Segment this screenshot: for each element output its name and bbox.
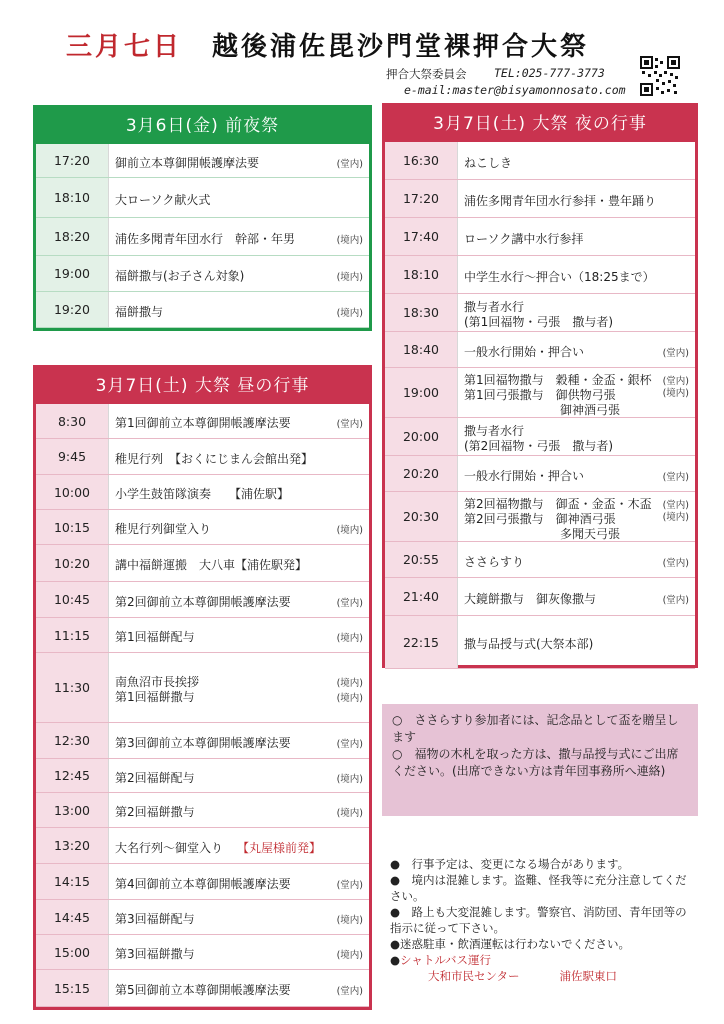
- event-text: 御神酒弓張: [464, 402, 621, 417]
- event-location: (堂内): [336, 597, 363, 609]
- schedule-time: 20:30: [385, 492, 457, 541]
- schedule-time: 18:40: [385, 332, 457, 367]
- event-text: 一般水行開始・押合い: [464, 344, 585, 359]
- event-departure-note: 【丸屋様前発】: [237, 840, 322, 855]
- event-location: (境内): [336, 678, 363, 689]
- event-location: (境内): [662, 387, 689, 399]
- schedule-time: 17:20: [36, 144, 108, 177]
- schedule-time: 9:45: [36, 439, 108, 474]
- schedule-row: [385, 180, 695, 218]
- schedule-row: [385, 456, 695, 492]
- day-schedule-rows: [36, 404, 369, 1007]
- schedule-event: [108, 404, 369, 438]
- event-text: 第2回福餅配与: [115, 770, 195, 785]
- schedule-event: [108, 475, 369, 509]
- schedule-time: 15:00: [36, 935, 108, 969]
- event-text: 大名行列〜御堂入り 【丸屋様前発】: [115, 840, 322, 855]
- event-location: (境内): [662, 511, 689, 523]
- event-location: (堂内): [336, 419, 363, 430]
- committee-name: 押合大祭委員会: [386, 67, 467, 81]
- caution-note: ● 境内は混雑します。盗難、怪我等に充分注意してください。: [390, 873, 687, 903]
- schedule-time: 12:30: [36, 723, 108, 758]
- email-address[interactable]: e-mail:master@bisyamonnosato.com: [404, 83, 626, 97]
- event-text: 第1回福物撒与 穀種・金盃・銀杯: [464, 372, 652, 387]
- eve-schedule-rows: [36, 144, 369, 328]
- schedule-row: [36, 970, 369, 1007]
- schedule-time: 20:00: [385, 418, 457, 455]
- schedule-event: [108, 723, 369, 758]
- schedule-time: 22:15: [385, 616, 457, 668]
- night-schedule-rows: [385, 142, 695, 669]
- schedule-row: [385, 492, 695, 542]
- event-location: (境内): [336, 525, 363, 536]
- event-text: 大鏡餅撒与 御灰像撒与: [464, 591, 597, 606]
- schedule-event: [108, 439, 369, 474]
- night-schedule-panel: [382, 103, 698, 668]
- schedule-event: [457, 456, 695, 491]
- event-location: (堂内): [336, 158, 363, 170]
- festival-date: 三月七日: [66, 32, 183, 62]
- schedule-event: [108, 828, 369, 863]
- schedule-row: [36, 618, 369, 653]
- schedule-time: 18:10: [36, 178, 108, 217]
- event-location: (堂内): [662, 347, 689, 359]
- event-location: (堂内): [662, 499, 689, 511]
- event-text: 浦佐多聞青年団水行 幹部・年男: [115, 231, 296, 246]
- schedule-event: [457, 578, 695, 615]
- schedule-event: [108, 900, 369, 934]
- event-location: (堂内): [336, 986, 363, 997]
- schedule-event: [457, 218, 695, 255]
- event-text: 稚児行列御堂入り: [115, 522, 212, 536]
- event-text: 撒与者水行: [464, 300, 525, 314]
- caution-notes: [390, 856, 690, 984]
- schedule-row: [385, 218, 695, 256]
- night-schedule-title: 3月7日(土) 大祭 夜の行事: [385, 106, 695, 142]
- shuttle-stop: 浦佐駅東口: [559, 969, 618, 983]
- qr-code-icon[interactable]: [640, 56, 680, 96]
- schedule-event: [108, 653, 369, 722]
- event-location: (境内): [336, 808, 363, 819]
- schedule-row: [385, 294, 695, 332]
- event-location: (堂内): [662, 594, 689, 606]
- schedule-row: [385, 332, 695, 368]
- event-location: (堂内): [336, 738, 363, 750]
- schedule-time: 18:30: [385, 294, 457, 331]
- schedule-row: [385, 256, 695, 294]
- event-location: (境内): [336, 950, 363, 961]
- schedule-row: [385, 542, 695, 578]
- notice-box: [382, 704, 698, 816]
- schedule-time: 10:00: [36, 475, 108, 509]
- event-text: 第4回御前立本尊御開帳護摩法要: [115, 876, 291, 891]
- schedule-row: [385, 578, 695, 616]
- event-text: 福餅撒与: [115, 304, 164, 319]
- schedule-event: [108, 864, 369, 899]
- caution-note: ●迷惑駐車・飲酒運転は行わないでください。: [390, 937, 631, 951]
- shuttle-bus-stops: [390, 968, 690, 984]
- schedule-row: [36, 144, 369, 178]
- event-text: 第1回福餅撒与: [115, 690, 195, 704]
- event-location: (堂内): [336, 879, 363, 891]
- event-text: 第1回福餅配与: [115, 630, 195, 644]
- schedule-time: 8:30: [36, 404, 108, 438]
- event-location: (堂内): [662, 471, 689, 483]
- schedule-event: [457, 294, 695, 331]
- event-text: 第1回弓張撒与 御供物弓張: [464, 387, 616, 402]
- shuttle-bus-label: シャトルバス運行: [400, 953, 492, 967]
- schedule-event: [108, 793, 369, 827]
- schedule-event: [457, 332, 695, 367]
- event-text: 浦佐多聞青年団水行参拝・豊年踊り: [464, 193, 657, 208]
- event-text: ねこしき: [464, 155, 513, 170]
- schedule-row: [36, 723, 369, 759]
- schedule-time: 10:15: [36, 510, 108, 544]
- schedule-row: [36, 759, 369, 793]
- event-text: (第1回福物・弓張 撒与者): [464, 315, 613, 329]
- schedule-row: [385, 616, 695, 669]
- schedule-time: 14:45: [36, 900, 108, 934]
- schedule-row: [36, 653, 369, 723]
- schedule-time: 10:45: [36, 582, 108, 617]
- schedule-row: [36, 510, 369, 545]
- schedule-time: 11:15: [36, 618, 108, 652]
- schedule-row: [36, 404, 369, 439]
- event-location: (境内): [336, 915, 363, 926]
- schedule-event: [457, 542, 695, 577]
- schedule-time: 19:00: [385, 368, 457, 417]
- schedule-time: 21:40: [385, 578, 457, 615]
- schedule-row: [36, 582, 369, 618]
- event-text: 中学生水行〜押合い（18:25まで）: [464, 269, 655, 284]
- schedule-time: 18:20: [36, 218, 108, 255]
- day-schedule-panel: [33, 365, 372, 1010]
- event-text: 第3回御前立本尊御開帳護摩法要: [115, 735, 291, 750]
- caution-note: ● 路上も大変混雑します。警察官、消防団、青年団等の指示に従って下さい。: [390, 905, 687, 935]
- event-location: (境内): [336, 773, 363, 785]
- schedule-event: [108, 256, 369, 291]
- schedule-event: [457, 142, 695, 179]
- event-text: ローソク講中水行参拝: [464, 231, 584, 246]
- event-text: 第3回福餅撒与: [115, 947, 195, 961]
- event-text: 福餅撒与(お子さん対象): [115, 268, 245, 283]
- schedule-event: [457, 616, 695, 668]
- event-text: 第2回御前立本尊御開帳護摩法要: [115, 594, 291, 609]
- schedule-event: [108, 218, 369, 255]
- schedule-row: [36, 900, 369, 935]
- phone-number[interactable]: TEL:025-777-3773: [494, 66, 605, 80]
- schedule-time: 20:20: [385, 456, 457, 491]
- schedule-event: [457, 368, 695, 417]
- schedule-row: [36, 864, 369, 900]
- eve-schedule-panel: [33, 105, 372, 331]
- schedule-event: [108, 582, 369, 617]
- event-text: 第2回福物撒与 御盃・金盃・木盃: [464, 496, 652, 511]
- event-location: (境内): [336, 307, 363, 319]
- schedule-event: [108, 935, 369, 969]
- schedule-time: 18:10: [385, 256, 457, 293]
- schedule-time: 13:20: [36, 828, 108, 863]
- eve-schedule-title: 3月6日(金) 前夜祭: [36, 108, 369, 144]
- day-schedule-title: 3月7日(土) 大祭 昼の行事: [36, 368, 369, 404]
- schedule-time: 15:15: [36, 970, 108, 1006]
- schedule-time: 13:00: [36, 793, 108, 827]
- event-text: 南魚沼市長挨拶: [115, 675, 200, 689]
- event-location: (境内): [336, 633, 363, 644]
- schedule-time: 12:45: [36, 759, 108, 792]
- schedule-row: [36, 475, 369, 510]
- shuttle-bus-line: ●シャトルバス運行: [390, 953, 492, 967]
- schedule-time: 19:20: [36, 292, 108, 327]
- schedule-row: [36, 439, 369, 475]
- schedule-time: 10:20: [36, 545, 108, 581]
- schedule-event: [108, 510, 369, 544]
- schedule-time: 17:20: [385, 180, 457, 217]
- schedule-event: [457, 256, 695, 293]
- notice-item: ○ 福物の木札を取った方は、撒与品授与式にご出席ください。(出席できない方は青年団事務所へ連絡): [392, 747, 679, 778]
- schedule-time: 19:00: [36, 256, 108, 291]
- caution-note: ● 行事予定は、変更になる場合があります。: [390, 857, 630, 871]
- event-text: ささらすり: [464, 554, 525, 569]
- event-location: (堂内): [662, 557, 689, 569]
- schedule-event: [108, 178, 369, 217]
- schedule-time: 11:30: [36, 653, 108, 722]
- shuttle-stop: 大和市民センター: [428, 969, 520, 983]
- schedule-row: [36, 218, 369, 256]
- schedule-event: [108, 144, 369, 177]
- event-text: 稚児行列 【おくにじまん会館出発】: [115, 451, 314, 466]
- event-text: 第1回御前立本尊御開帳護摩法要: [115, 416, 291, 430]
- event-text: 第2回福餅撒与: [115, 805, 195, 819]
- event-text: 御前立本尊御開帳護摩法要: [115, 155, 260, 170]
- event-text: 大ローソク献火式: [115, 192, 211, 207]
- event-location: (境内): [336, 271, 363, 283]
- event-text: (第2回福物・弓張 撒与者): [464, 439, 613, 453]
- schedule-event: [457, 418, 695, 455]
- notice-item: ○ ささらすり参加者には、記念品として盃を贈呈します: [392, 713, 679, 744]
- schedule-time: 16:30: [385, 142, 457, 179]
- event-text: 小学生鼓笛隊演奏 【浦佐駅】: [115, 487, 290, 501]
- event-text: 多聞天弓張: [464, 526, 621, 541]
- schedule-row: [36, 793, 369, 828]
- event-text: 第3回福餅配与: [115, 912, 195, 926]
- schedule-row: [36, 545, 369, 582]
- event-text: 講中福餅運搬 大八車【浦佐駅発】: [115, 558, 308, 572]
- page-title: 越後浦佐毘沙門堂裸押合大祭: [212, 32, 590, 62]
- schedule-time: 17:40: [385, 218, 457, 255]
- schedule-row: [385, 368, 695, 418]
- schedule-row: [36, 256, 369, 292]
- event-text: 一般水行開始・押合い: [464, 468, 585, 483]
- schedule-event: [108, 292, 369, 327]
- event-text: 撒与品授与式(大祭本部): [464, 637, 594, 651]
- schedule-event: [108, 618, 369, 652]
- schedule-time: 14:15: [36, 864, 108, 899]
- schedule-row: [36, 828, 369, 864]
- schedule-event: [457, 492, 695, 541]
- schedule-row: [36, 935, 369, 970]
- event-text: 第2回弓張撒与 御神酒弓張: [464, 511, 616, 526]
- schedule-row: [385, 142, 695, 180]
- event-text: 撒与者水行: [464, 424, 525, 438]
- schedule-event: [108, 545, 369, 581]
- schedule-event: [108, 759, 369, 792]
- event-location: (堂内): [662, 375, 689, 387]
- event-location: (境内): [336, 234, 363, 246]
- event-location: (境内): [336, 693, 363, 704]
- schedule-row: [36, 292, 369, 328]
- event-text: 第5回御前立本尊御開帳護摩法要: [115, 983, 291, 997]
- schedule-row: [385, 418, 695, 456]
- schedule-event: [108, 970, 369, 1006]
- schedule-row: [36, 178, 369, 218]
- schedule-event: [457, 180, 695, 217]
- schedule-time: 20:55: [385, 542, 457, 577]
